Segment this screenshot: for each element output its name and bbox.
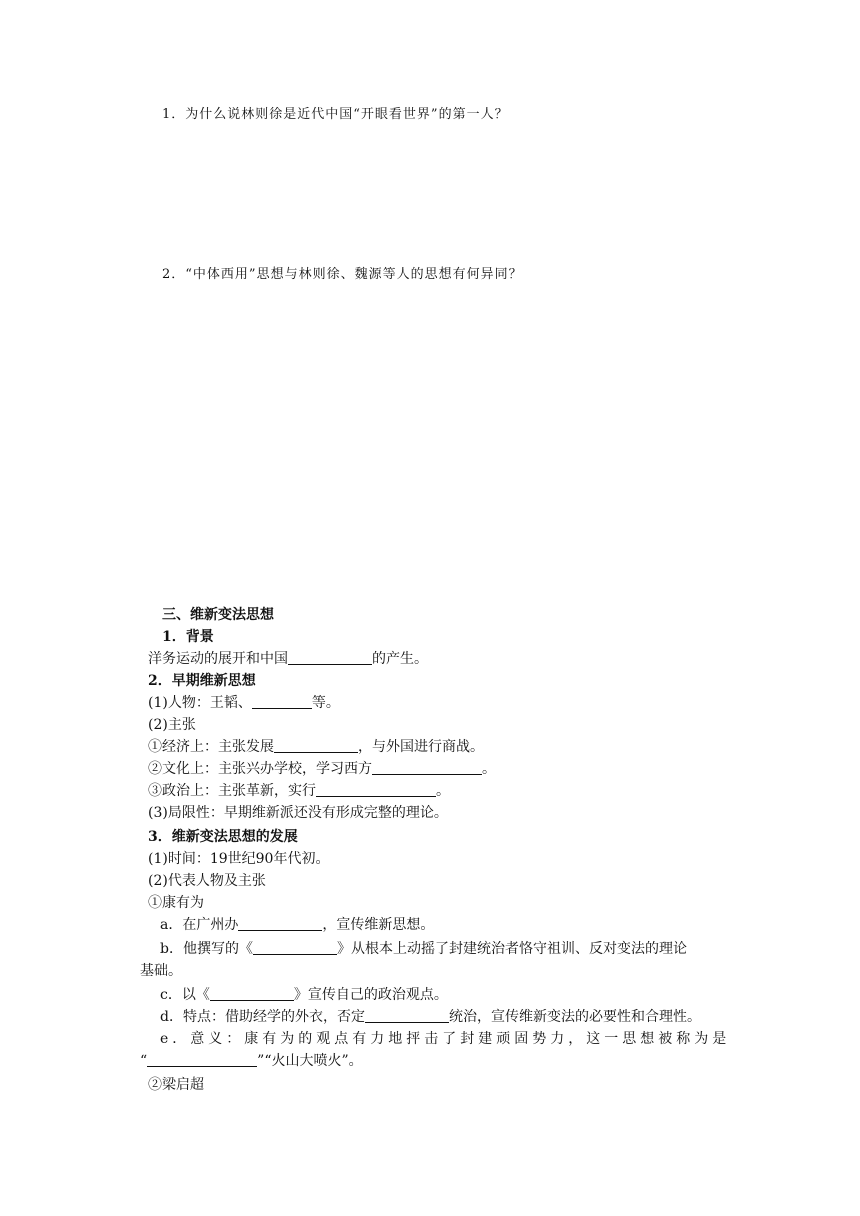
item-c-line [160,984,448,1006]
item-c-text-end: 》宣传自己的政治观点。 [293,987,448,1003]
background-line [148,648,428,670]
culture-text-end: 。 [482,761,496,777]
figures-line: (2)代表人物及主张 [148,873,266,889]
item-e-quote-open: “ [140,1053,148,1069]
background-text: 洋务运动的展开和中国 [148,651,288,667]
answer-blank[interactable] [252,694,312,709]
answer-blank[interactable] [316,782,436,797]
subheading-development: 3．维新变法思想的发展 [148,829,298,845]
item-a-text-end: ，宣传维新思想。 [322,917,435,933]
item-b-continuation: 基础。 [140,963,182,979]
answer-blank[interactable] [288,650,372,665]
answer-blank[interactable] [210,986,294,1001]
item-b-text: b．他撰写的《 [160,941,253,957]
item-e-line: e．意义：康有为的观点有力地抨击了封建顽固势力，这一思想被称为是 [160,1031,731,1047]
item-b-text-end: 》从根本上动摇了封建统治者恪守祖训、反对变法的理论 [336,941,687,957]
economy-line [148,736,484,758]
culture-line [148,758,496,780]
answer-blank[interactable] [147,1052,257,1067]
item-c-text: c．以《 [160,987,210,1003]
culture-text: ②文化上：主张兴办学校，学习西方 [148,761,372,777]
section-heading: 三、维新变法思想 [162,607,274,623]
kang-youwei-label: ①康有为 [148,895,204,911]
item-a-text: a．在广州办 [160,917,239,933]
people-text: (1)人物：王韬、 [148,695,252,711]
answer-blank[interactable] [372,760,482,775]
item-d-line [160,1006,701,1028]
answer-blank[interactable] [253,940,337,955]
subheading-background: 1．背景 [162,629,214,645]
politics-text: ③政治上：主张革新，实行 [148,783,316,799]
item-e-continuation [140,1050,363,1072]
time-line: (1)时间：19世纪90年代初。 [148,851,330,867]
claim-label: (2)主张 [148,717,196,733]
economy-text-end: ，与外国进行商战。 [358,739,484,755]
economy-text: ①经济上：主张发展 [148,739,274,755]
people-text-end: 等。 [311,695,340,711]
question-1: 1．为什么说林则徐是近代中国“开眼看世界”的第一人？ [162,107,509,122]
limitation-line: (3)局限性：早期维新派还没有形成完整的理论。 [148,805,448,821]
question-2: 2．“中体西用”思想与林则徐、魏源等人的思想有何异同？ [162,267,523,282]
item-e-quote-close: ”“火山大喷火”。 [257,1053,363,1069]
people-line [148,692,340,714]
subheading-early-reform: 2．早期维新思想 [148,673,256,689]
item-d-text-end: 统治，宣传维新变法的必要性和合理性。 [448,1009,701,1025]
item-b-line [160,938,687,960]
answer-blank[interactable] [274,738,358,753]
politics-text-end: 。 [436,783,450,799]
item-d-text: d．特点：借助经学的外衣，否定 [160,1009,365,1025]
answer-blank[interactable] [238,916,322,931]
background-text-end: 的产生。 [372,651,428,667]
answer-blank[interactable] [365,1008,449,1023]
item-a-line [160,914,434,936]
liang-qichao-label: ②梁启超 [148,1077,204,1093]
politics-line [148,780,450,802]
